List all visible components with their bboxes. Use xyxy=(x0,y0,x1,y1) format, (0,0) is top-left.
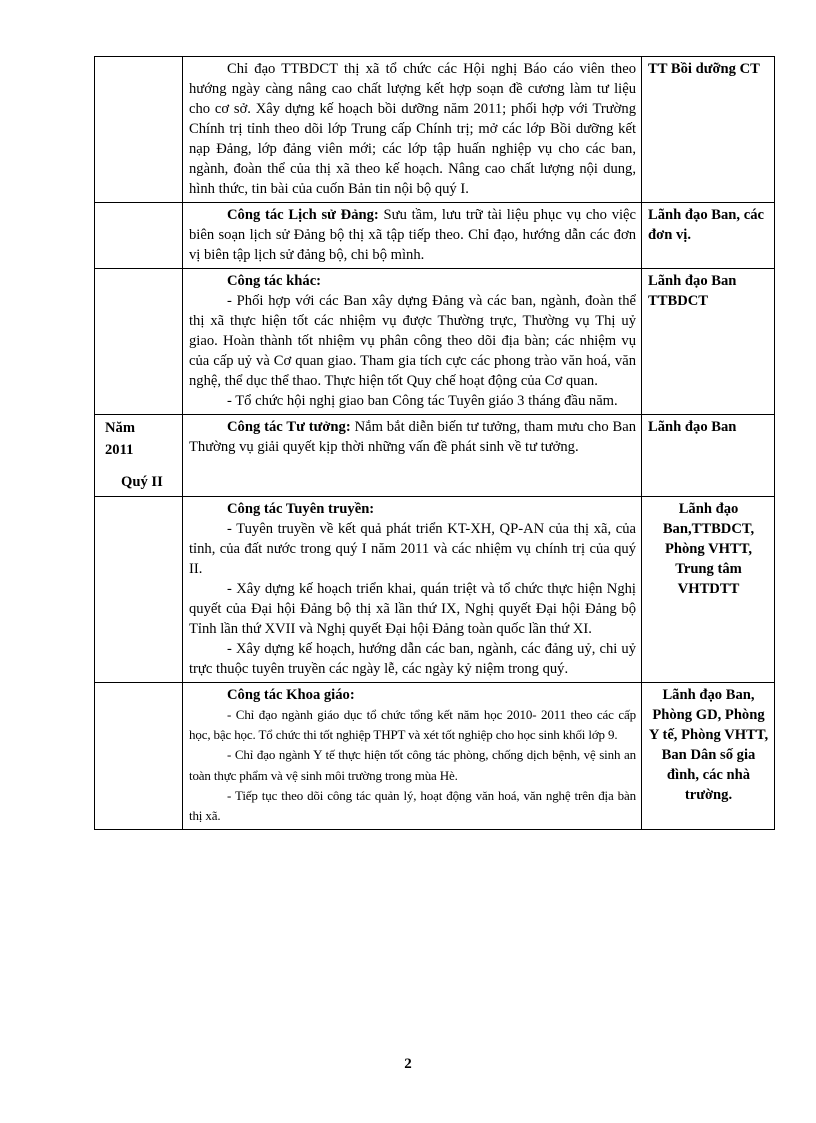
table-row xyxy=(95,269,775,415)
task-paragraph: Chỉ đạo TTBDCT thị xã tổ chức các Hội nghị Báo cáo viên theo hướng ngày càng nâng cao chất lượng kết hợp soạn đề cương làm tư liệu cho cơ sở. Xây dựng kế hoạch bồi dưỡng năm 2011; phối hợp với Trường Chính trị tỉnh theo dõi lớp Trung cấp Chính trị; mở các lớp Bồi dưỡng kết nạp Đảng, lớp đảng viên mới; các lớp tập huấn nghiệp vụ cho các ban, ngành, đoàn thể của thị xã theo kế hoạch. Nâng cao chất lượng nội dung, hình thức, tin bài của cuốn Bản tin nội bộ quý I. xyxy=(189,61,636,197)
task-paragraph: - Chỉ đạo ngành Y tế thực hiện tốt công tác phòng, chống dịch bệnh, vệ sinh an toàn thực phẩm và vệ sinh môi trường trong mùa Hè. xyxy=(189,747,636,783)
period-cell xyxy=(95,497,183,683)
responsible-cell: Lãnh đạo Ban, các đơn vị. xyxy=(642,203,775,269)
period-cell xyxy=(95,57,183,203)
task-heading: Công tác Lịch sử Đảng: xyxy=(227,207,379,223)
task-cell xyxy=(183,57,642,203)
task-paragraph: Sưu tầm, lưu trữ tài liệu phục vụ cho việc biên soạn lịch sử Đảng bộ thị xã tập tiếp theo. Chỉ đạo, hướng dẫn các đơn vị biên tập lịch sử đảng bộ, chi bộ mình. xyxy=(189,207,636,263)
task-heading: Công tác Khoa giáo: xyxy=(227,687,355,703)
task-cell xyxy=(183,269,642,415)
task-paragraph: - Xây dựng kế hoạch, hướng dẫn các ban, ngành, các đảng uỷ, chi uỷ trực thuộc tuyên truyền các ngày lễ, các ngày kỷ niệm trong quý. xyxy=(189,641,636,677)
page-number: 2 xyxy=(404,1056,412,1072)
period-cell xyxy=(95,269,183,415)
task-paragraph: - Tổ chức hội nghị giao ban Công tác Tuyên giáo 3 tháng đầu năm. xyxy=(227,393,618,409)
table-row xyxy=(95,57,775,203)
responsible-cell: Lãnh đạo Ban xyxy=(642,415,775,497)
responsible-cell: Lãnh đạo Ban TTBDCT xyxy=(642,269,775,415)
task-cell xyxy=(183,203,642,269)
table-row xyxy=(95,683,775,830)
task-paragraph: - Tiếp tục theo dõi công tác quản lý, hoạt động văn hoá, văn nghệ trên địa bàn thị xã. xyxy=(189,787,636,824)
work-plan-table xyxy=(94,56,775,830)
task-heading: Công tác Tuyên truyền: xyxy=(227,501,375,517)
period-label: Năm xyxy=(105,420,135,436)
period-year: 2011 xyxy=(105,442,134,458)
task-paragraph: Nắm bắt diễn biến tư tưởng, tham mưu cho Ban Thường vụ giải quyết kịp thời những vấn đề phát sinh về tư tưởng. xyxy=(189,419,636,455)
responsible-cell: Lãnh đạo Ban,TTBDCT, Phòng VHTT, Trung tâm VHTDTT xyxy=(642,497,775,683)
responsible-cell: TT Bồi dưỡng CT xyxy=(642,57,775,203)
period-cell xyxy=(95,415,183,497)
period-cell xyxy=(95,683,183,830)
table-row xyxy=(95,203,775,269)
task-paragraph: - Phối hợp với các Ban xây dựng Đảng và các ban, ngành, đoàn thể thị xã thực hiện tốt các nhiệm vụ được Thường trực, Thường vụ Thị uỷ giao. Hoàn thành tốt nhiệm vụ phân công theo dõi địa bàn; các nhiệm vụ của cấp uỷ và Cơ quan giao. Tham gia tích cực các phong trào văn hoá, văn nghệ, thể dục thể thao. Thực hiện tốt Quy chế hoạt động của Cơ quan. xyxy=(189,293,636,389)
table-row xyxy=(95,415,775,497)
table-row xyxy=(95,497,775,683)
task-paragraph: - Chỉ đạo ngành giáo dục tổ chức tổng kết năm học 2010- 2011 theo các cấp học, bậc học. Tổ chức thi tốt nghiệp THPT và xét tốt nghiệp cho học sinh khối lớp 9. xyxy=(189,707,636,743)
task-paragraph: - Xây dựng kế hoạch triển khai, quán triệt và tổ chức thực hiện Nghị quyết của Đại hội Đảng bộ thị xã lần thứ IX, Nghị quyết Đại hội Đảng bộ Tỉnh lần thứ XVII và Nghị quyết Đại hội Đảng toàn quốc lần thứ XI. xyxy=(189,581,636,637)
task-paragraph: - Tuyên truyền về kết quả phát triển KT-XH, QP-AN của thị xã, của tỉnh, của đất nước trong quý I năm 2011 và các nhiệm vụ chính trị của quý II. xyxy=(189,521,636,577)
period-quarter: Quý II xyxy=(121,474,163,490)
task-cell xyxy=(183,683,642,830)
responsible-cell: Lãnh đạo Ban, Phòng GD, Phòng Y tế, Phòng VHTT, Ban Dân số gia đình, các nhà trường. xyxy=(642,683,775,830)
period-cell xyxy=(95,203,183,269)
task-cell xyxy=(183,415,642,497)
task-heading: Công tác Tư tưởng: xyxy=(227,419,351,435)
task-cell xyxy=(183,497,642,683)
task-heading: Công tác khác: xyxy=(227,273,322,289)
